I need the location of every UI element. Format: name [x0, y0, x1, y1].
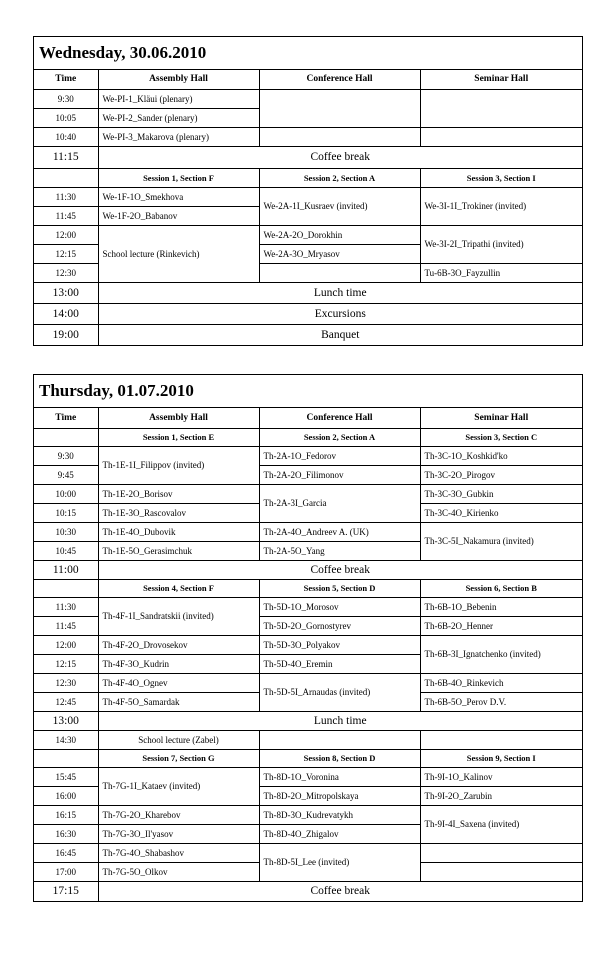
talk-cell: We-2A-3O_Mryasov — [259, 244, 420, 263]
table-row — [34, 767, 582, 786]
lunch-row — [34, 711, 582, 730]
session-label: Session 9, Section I — [420, 749, 582, 767]
lunch-row — [34, 282, 582, 303]
talk-cell: Th-3C-1O_Koshkid'ko — [420, 446, 582, 465]
talk-cell: Th-7G-5O_Olkov — [98, 862, 259, 881]
talk-cell: Tu-6B-3O_Fayzullin — [420, 263, 582, 282]
coffee-row — [34, 560, 582, 579]
talk-cell: We-3I-1I_Trokiner (invited) — [420, 187, 582, 225]
seminar-hall-header: Seminar Hall — [420, 70, 582, 89]
empty-cell — [420, 127, 582, 146]
talk-cell: Th-7G-4O_Shabashov — [98, 843, 259, 862]
talk-cell: Th-1E-1I_Filippov (invited) — [98, 446, 259, 484]
talk-cell: Th-1E-5O_Gerasimchuk — [98, 541, 259, 560]
time-cell: 14:30 — [34, 730, 98, 749]
time-cell: 9:30 — [34, 446, 98, 465]
talk-cell: Th-3C-5I_Nakamura (invited) — [420, 522, 582, 560]
talk-cell: We-2A-2O_Dorokhin — [259, 225, 420, 244]
lunch-time: Lunch time — [98, 282, 582, 303]
talk-cell: Th-9I-1O_Kalinov — [420, 767, 582, 786]
session-row — [34, 749, 582, 767]
time-cell: 10:00 — [34, 484, 98, 503]
time-cell: 10:40 — [34, 127, 98, 146]
talk-cell: We-1F-2O_Babanov — [98, 206, 259, 225]
time-cell: 11:45 — [34, 206, 98, 225]
time-cell: 12:30 — [34, 673, 98, 692]
empty-cell — [420, 89, 582, 127]
talk-cell: Th-1E-2O_Borisov — [98, 484, 259, 503]
talk-cell: We-2A-1I_Kusraev (invited) — [259, 187, 420, 225]
session-label: Session 1, Section F — [98, 168, 259, 187]
school-lecture: School lecture (Zabel) — [98, 730, 259, 749]
lunch-time: Lunch time — [98, 711, 582, 730]
time-cell: 10:15 — [34, 503, 98, 522]
session-label: Session 4, Section F — [98, 579, 259, 597]
talk-cell: Th-9I-2O_Zarubin — [420, 786, 582, 805]
session-row — [34, 428, 582, 446]
coffee-break: Coffee break — [98, 146, 582, 168]
time-cell: 11:15 — [34, 146, 98, 168]
banquet: Banquet — [98, 324, 582, 345]
empty-cell — [259, 127, 420, 146]
talk-cell: Th-7G-2O_Kharebov — [98, 805, 259, 824]
time-cell: 11:30 — [34, 187, 98, 206]
talk-cell: Th-6B-4O_Rinkevich — [420, 673, 582, 692]
talk-cell: Th-6B-5O_Perov D.V. — [420, 692, 582, 711]
talk-cell: We-1F-1O_Smekhova — [98, 187, 259, 206]
coffee-break: Coffee break — [98, 560, 582, 579]
talk-cell: Th-9I-4I_Saxena (invited) — [420, 805, 582, 843]
talk-cell: Th-6B-2O_Henner — [420, 616, 582, 635]
talk-cell: Th-8D-5I_Lee (invited) — [259, 843, 420, 881]
banquet-row — [34, 324, 582, 345]
talk-cell: Th-2A-5O_Yang — [259, 541, 420, 560]
time-cell: 9:30 — [34, 89, 98, 108]
talk-cell: Th-5D-2O_Gornostyrev — [259, 616, 420, 635]
time-cell: 16:30 — [34, 824, 98, 843]
table-row — [34, 673, 582, 692]
time-cell: 12:00 — [34, 225, 98, 244]
empty-cell — [259, 730, 420, 749]
talk-cell: Th-1E-4O_Dubovik — [98, 522, 259, 541]
empty-cell — [259, 263, 420, 282]
talk-cell: Th-2A-2O_Filimonov — [259, 465, 420, 484]
session-row — [34, 168, 582, 187]
talk-cell: Th-2A-4O_Andreev A. (UK) — [259, 522, 420, 541]
header-row — [34, 408, 582, 428]
time-cell: 12:30 — [34, 263, 98, 282]
table-row — [34, 187, 582, 206]
time-cell: 11:45 — [34, 616, 98, 635]
time-header: Time — [34, 70, 98, 89]
schedule-thursday — [33, 374, 583, 902]
schedule-table — [34, 70, 582, 345]
session-label: Session 7, Section G — [98, 749, 259, 767]
session-label: Session 2, Section A — [259, 168, 420, 187]
talk-cell: Th-5D-5I_Arnaudas (invited) — [259, 673, 420, 711]
time-cell: 10:45 — [34, 541, 98, 560]
session-row — [34, 579, 582, 597]
time-cell: 11:00 — [34, 560, 98, 579]
session-label: Session 5, Section D — [259, 579, 420, 597]
talk-cell: Th-5D-1O_Morosov — [259, 597, 420, 616]
talk-cell: Th-5D-4O_Eremin — [259, 654, 420, 673]
session-label: Session 3, Section C — [420, 428, 582, 446]
talk-cell: Th-8D-2O_Mitropolskaya — [259, 786, 420, 805]
table-row — [34, 446, 582, 465]
table-row — [34, 225, 582, 244]
time-cell: 11:30 — [34, 597, 98, 616]
coffee-row — [34, 146, 582, 168]
conference-hall-header: Conference Hall — [259, 70, 420, 89]
talk-cell: Th-4F-5O_Samardak — [98, 692, 259, 711]
empty-cell — [420, 730, 582, 749]
coffee-break: Coffee break — [98, 881, 582, 901]
talk-cell: Th-4F-3O_Kudrin — [98, 654, 259, 673]
empty-cell — [34, 428, 98, 446]
session-label: Session 2, Section A — [259, 428, 420, 446]
schedule-wednesday — [33, 36, 583, 346]
talk-cell: Th-3C-3O_Gubkin — [420, 484, 582, 503]
table-row — [34, 89, 582, 108]
time-cell: 9:45 — [34, 465, 98, 484]
time-cell: 15:45 — [34, 767, 98, 786]
empty-cell — [34, 579, 98, 597]
empty-cell — [420, 862, 582, 881]
talk-cell: Th-3C-4O_Kirienko — [420, 503, 582, 522]
table-row — [34, 522, 582, 541]
time-cell: 19:00 — [34, 324, 98, 345]
talk-cell: Th-7G-3O_Il'yasov — [98, 824, 259, 843]
talk-cell: Th-1E-3O_Rascovalov — [98, 503, 259, 522]
session-label: Session 1, Section E — [98, 428, 259, 446]
session-label: Session 3, Section I — [420, 168, 582, 187]
day-title: Thursday, 01.07.2010 — [34, 375, 582, 408]
talk-cell: Th-8D-3O_Kudrevatykh — [259, 805, 420, 824]
session-label: Session 8, Section D — [259, 749, 420, 767]
time-cell: 12:00 — [34, 635, 98, 654]
talk-cell: Th-6B-1O_Bebenin — [420, 597, 582, 616]
day-title: Wednesday, 30.06.2010 — [34, 37, 582, 70]
conference-hall-header: Conference Hall — [259, 408, 420, 428]
time-cell: 13:00 — [34, 711, 98, 730]
talk-cell: Th-5D-3O_Polyakov — [259, 635, 420, 654]
table-row — [34, 127, 582, 146]
excursions: Excursions — [98, 303, 582, 324]
table-row — [34, 805, 582, 824]
talk-cell: School lecture (Rinkevich) — [98, 225, 259, 282]
talk-cell: Th-2A-1O_Fedorov — [259, 446, 420, 465]
time-cell: 17:15 — [34, 881, 98, 901]
assembly-hall-header: Assembly Hall — [98, 70, 259, 89]
talk-cell: Th-4F-1I_Sandratskii (invited) — [98, 597, 259, 635]
time-cell: 12:15 — [34, 654, 98, 673]
time-header: Time — [34, 408, 98, 428]
time-cell: 13:00 — [34, 282, 98, 303]
excursions-row — [34, 303, 582, 324]
time-cell: 16:15 — [34, 805, 98, 824]
talk-cell: Th-8D-1O_Voronina — [259, 767, 420, 786]
schedule-table — [34, 408, 582, 901]
coffee-row — [34, 881, 582, 901]
time-cell: 14:00 — [34, 303, 98, 324]
time-cell: 12:15 — [34, 244, 98, 263]
talk-cell: We-PI-2_Sander (plenary) — [98, 108, 259, 127]
table-row — [34, 730, 582, 749]
empty-cell — [420, 843, 582, 862]
seminar-hall-header: Seminar Hall — [420, 408, 582, 428]
table-row — [34, 843, 582, 862]
talk-cell: Th-4F-4O_Ognev — [98, 673, 259, 692]
header-row — [34, 70, 582, 89]
time-cell: 16:45 — [34, 843, 98, 862]
time-cell: 10:05 — [34, 108, 98, 127]
time-cell: 10:30 — [34, 522, 98, 541]
table-row — [34, 635, 582, 654]
talk-cell: Th-8D-4O_Zhigalov — [259, 824, 420, 843]
talk-cell: Th-3C-2O_Pirogov — [420, 465, 582, 484]
session-label: Session 6, Section B — [420, 579, 582, 597]
time-cell: 16:00 — [34, 786, 98, 805]
time-cell: 12:45 — [34, 692, 98, 711]
talk-cell: Th-2A-3I_Garcia — [259, 484, 420, 522]
table-row — [34, 597, 582, 616]
talk-cell: Th-6B-3I_Ignatchenko (invited) — [420, 635, 582, 673]
talk-cell: Th-4F-2O_Drovosekov — [98, 635, 259, 654]
empty-cell — [259, 89, 420, 127]
empty-cell — [34, 749, 98, 767]
talk-cell: We-3I-2I_Tripathi (invited) — [420, 225, 582, 263]
talk-cell: Th-7G-1I_Kataev (invited) — [98, 767, 259, 805]
time-cell: 17:00 — [34, 862, 98, 881]
empty-cell — [34, 168, 98, 187]
talk-cell: We-PI-3_Makarova (plenary) — [98, 127, 259, 146]
table-row — [34, 484, 582, 503]
assembly-hall-header: Assembly Hall — [98, 408, 259, 428]
talk-cell: We-PI-1_Kläui (plenary) — [98, 89, 259, 108]
